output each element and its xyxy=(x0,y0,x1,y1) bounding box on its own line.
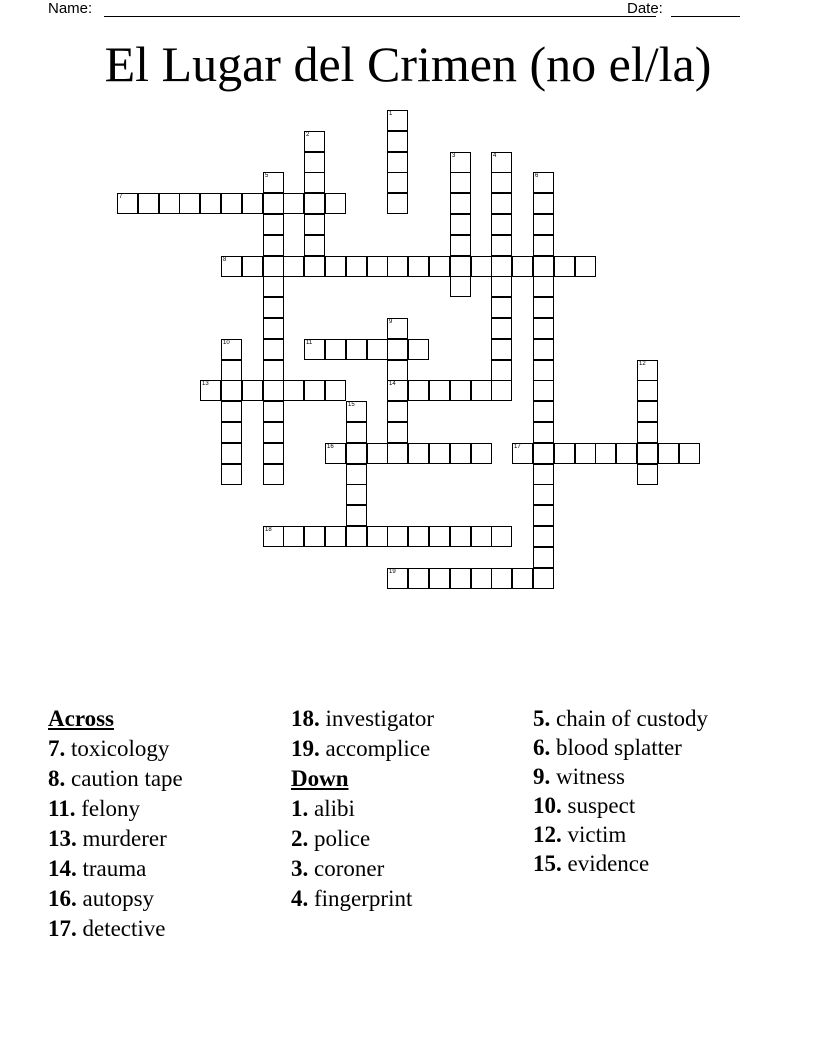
down-heading: Down xyxy=(291,766,349,791)
clue-text: coroner xyxy=(314,856,385,881)
crossword-cell[interactable] xyxy=(263,401,284,422)
crossword-cell[interactable] xyxy=(200,193,221,214)
crossword-cell[interactable] xyxy=(304,235,325,256)
crossword-cell[interactable] xyxy=(387,443,408,464)
crossword-cell[interactable] xyxy=(242,256,263,277)
crossword-cell[interactable] xyxy=(658,443,679,464)
clue-number-label: 16 xyxy=(327,444,334,450)
clue-text: alibi xyxy=(314,796,355,821)
clue-number: 11. xyxy=(48,796,76,821)
crossword-cell[interactable] xyxy=(408,256,429,277)
crossword-cell[interactable] xyxy=(408,443,429,464)
clue-number: 10. xyxy=(533,793,562,818)
clue-number-label: 15 xyxy=(348,402,355,408)
clue-number: 14. xyxy=(48,856,77,881)
clue-text: police xyxy=(314,826,371,851)
crossword-cell[interactable] xyxy=(491,193,512,214)
crossword-cell[interactable] xyxy=(283,526,304,547)
clue-number: 12. xyxy=(533,822,562,847)
crossword-cell[interactable] xyxy=(533,547,554,568)
crossword-cell[interactable] xyxy=(491,380,512,401)
crossword-cell[interactable] xyxy=(263,235,284,256)
clue-text: evidence xyxy=(567,851,650,876)
clue-number-label: 6 xyxy=(535,173,539,179)
crossword-cell[interactable] xyxy=(221,464,242,485)
clue-number: 8. xyxy=(48,766,66,791)
crossword-cell[interactable] xyxy=(491,172,512,193)
crossword-cell[interactable] xyxy=(221,401,242,422)
clue-number: 17. xyxy=(48,916,77,941)
crossword-cell[interactable] xyxy=(221,422,242,443)
crossword-cell[interactable] xyxy=(117,193,138,214)
crossword-cell[interactable] xyxy=(450,152,471,173)
crossword-cell[interactable] xyxy=(491,360,512,381)
crossword-cell[interactable] xyxy=(471,380,492,401)
clue-text: accomplice xyxy=(325,736,431,761)
crossword-cell[interactable] xyxy=(346,526,367,547)
crossword-cell[interactable] xyxy=(471,443,492,464)
clue-number: 2. xyxy=(291,826,309,851)
crossword-cell[interactable] xyxy=(533,484,554,505)
crossword-cell[interactable] xyxy=(408,568,429,589)
crossword-cell[interactable] xyxy=(346,339,367,360)
crossword-cell[interactable] xyxy=(429,443,450,464)
crossword-cell[interactable] xyxy=(450,443,471,464)
crossword-cell[interactable] xyxy=(512,568,533,589)
crossword-cell[interactable] xyxy=(637,380,658,401)
crossword-cell[interactable] xyxy=(533,360,554,381)
crossword-cell[interactable] xyxy=(346,256,367,277)
crossword-cell[interactable] xyxy=(429,380,450,401)
clue-text: caution tape xyxy=(71,766,183,791)
clue-number: 15. xyxy=(533,851,562,876)
crossword-cell[interactable] xyxy=(387,526,408,547)
crossword-cell[interactable] xyxy=(450,256,471,277)
crossword-cell[interactable] xyxy=(346,484,367,505)
clue-number-label: 13 xyxy=(202,381,209,387)
crossword-cell[interactable] xyxy=(263,214,284,235)
clue-text: autopsy xyxy=(82,886,155,911)
crossword-cell[interactable] xyxy=(304,214,325,235)
clue-number-label: 3 xyxy=(452,153,456,159)
crossword-cell[interactable] xyxy=(450,568,471,589)
clue-number-label: 2 xyxy=(306,132,310,138)
clue-down-5 xyxy=(533,704,763,733)
crossword-cell[interactable] xyxy=(387,318,408,339)
crossword-cell[interactable] xyxy=(450,193,471,214)
crossword-cell[interactable] xyxy=(221,443,242,464)
clue-text: toxicology xyxy=(71,736,170,761)
clues-column-1 xyxy=(48,704,278,944)
clue-number: 1. xyxy=(291,796,309,821)
crossword-cell[interactable] xyxy=(450,235,471,256)
crossword-cell[interactable] xyxy=(304,380,325,401)
clue-number: 16. xyxy=(48,886,77,911)
crossword-cell[interactable] xyxy=(637,422,658,443)
crossword-cell[interactable] xyxy=(242,380,263,401)
crossword-cell[interactable] xyxy=(408,526,429,547)
clue-down-15 xyxy=(533,849,763,878)
name-label: Name: xyxy=(48,0,93,17)
crossword-cell[interactable] xyxy=(367,526,388,547)
clue-text: felony xyxy=(81,796,140,821)
crossword-cell[interactable] xyxy=(263,339,284,360)
crossword-cell[interactable] xyxy=(533,256,554,277)
crossword-cell[interactable] xyxy=(450,214,471,235)
crossword-cell[interactable] xyxy=(263,297,284,318)
clue-number: 3. xyxy=(291,856,309,881)
crossword-cell[interactable] xyxy=(159,193,180,214)
clue-down-9 xyxy=(533,762,763,791)
crossword-cell[interactable] xyxy=(450,172,471,193)
crossword-cell[interactable] xyxy=(346,505,367,526)
crossword-cell[interactable] xyxy=(450,526,471,547)
across-heading: Across xyxy=(48,706,115,731)
crossword-cell[interactable] xyxy=(533,172,554,193)
crossword-cell[interactable] xyxy=(263,443,284,464)
crossword-cell[interactable] xyxy=(263,318,284,339)
crossword-cell[interactable] xyxy=(429,526,450,547)
clue-text: suspect xyxy=(567,793,636,818)
crossword-cell[interactable] xyxy=(491,214,512,235)
crossword-cell[interactable] xyxy=(325,526,346,547)
crossword-cell[interactable] xyxy=(533,422,554,443)
crossword-cell[interactable] xyxy=(471,526,492,547)
crossword-cell[interactable] xyxy=(637,443,658,464)
crossword-cell[interactable] xyxy=(263,464,284,485)
page-title: El Lugar del Crimen (no el/la) xyxy=(104,36,712,92)
clue-across-7 xyxy=(48,734,278,764)
clue-number: 4. xyxy=(291,886,309,911)
crossword-cell[interactable] xyxy=(221,256,242,277)
clue-down-6 xyxy=(533,733,763,762)
crossword-cell[interactable] xyxy=(533,339,554,360)
crossword-cell[interactable] xyxy=(387,172,408,193)
crossword-cell[interactable] xyxy=(221,339,242,360)
crossword-cell[interactable] xyxy=(304,131,325,152)
crossword-cell[interactable] xyxy=(221,193,242,214)
clue-across-16 xyxy=(48,884,278,914)
crossword-cell[interactable] xyxy=(679,443,700,464)
clue-number: 6. xyxy=(533,735,551,760)
clue-down-1 xyxy=(291,794,521,824)
clue-number-label: 4 xyxy=(493,153,497,159)
crossword-cell[interactable] xyxy=(491,235,512,256)
crossword-cell[interactable] xyxy=(575,256,596,277)
crossword-cell[interactable] xyxy=(429,256,450,277)
crossword-cell[interactable] xyxy=(179,193,200,214)
crossword-cell[interactable] xyxy=(325,256,346,277)
crossword-cell[interactable] xyxy=(533,318,554,339)
crossword-cell[interactable] xyxy=(471,568,492,589)
crossword-cell[interactable] xyxy=(491,526,512,547)
clue-number-label: 9 xyxy=(389,319,393,325)
clue-text: detective xyxy=(82,916,166,941)
crossword-cell[interactable] xyxy=(450,380,471,401)
crossword-cell[interactable] xyxy=(283,256,304,277)
clue-number-label: 7 xyxy=(119,194,123,200)
clue-text: victim xyxy=(567,822,627,847)
crossword-cell[interactable] xyxy=(387,422,408,443)
crossword-cell[interactable] xyxy=(512,256,533,277)
clue-across-17 xyxy=(48,914,278,944)
clue-number-label: 10 xyxy=(223,340,230,346)
crossword-cell[interactable] xyxy=(263,360,284,381)
clue-number: 19. xyxy=(291,736,320,761)
crossword-cell[interactable] xyxy=(221,380,242,401)
clue-number-label: 14 xyxy=(389,381,396,387)
crossword-cell[interactable] xyxy=(512,443,533,464)
crossword-cell[interactable] xyxy=(325,380,346,401)
crossword-cell[interactable] xyxy=(491,318,512,339)
crossword-cell[interactable] xyxy=(367,443,388,464)
clue-number-label: 17 xyxy=(514,444,521,450)
clue-number-label: 8 xyxy=(223,257,227,263)
clue-number: 9. xyxy=(533,764,551,789)
clue-down-12 xyxy=(533,820,763,849)
crossword-cell[interactable] xyxy=(304,172,325,193)
clue-across-8 xyxy=(48,764,278,794)
crossword-cell[interactable] xyxy=(554,256,575,277)
crossword-cell[interactable] xyxy=(533,297,554,318)
clue-down-2 xyxy=(291,824,521,854)
clue-across-18 xyxy=(291,704,521,734)
crossword-cell[interactable] xyxy=(387,380,408,401)
clue-number-label: 18 xyxy=(265,527,272,533)
crossword-cell[interactable] xyxy=(491,256,512,277)
crossword-cell[interactable] xyxy=(595,443,616,464)
crossword-cell[interactable] xyxy=(138,193,159,214)
crossword-cell[interactable] xyxy=(263,172,284,193)
crossword-cell[interactable] xyxy=(304,193,325,214)
clue-number-label: 1 xyxy=(389,111,393,117)
crossword-cell[interactable] xyxy=(387,401,408,422)
clue-down-4 xyxy=(291,884,521,914)
crossword-cell[interactable] xyxy=(637,464,658,485)
crossword-cell[interactable] xyxy=(263,256,284,277)
crossword-cell[interactable] xyxy=(637,401,658,422)
crossword-cell[interactable] xyxy=(221,360,242,381)
crossword-cell[interactable] xyxy=(346,464,367,485)
crossword-cell[interactable] xyxy=(325,443,346,464)
clue-down-3 xyxy=(291,854,521,884)
crossword-cell[interactable] xyxy=(533,568,554,589)
clue-across-14 xyxy=(48,854,278,884)
clue-number: 7. xyxy=(48,736,66,761)
crossword-cell[interactable] xyxy=(346,401,367,422)
crossword-cell[interactable] xyxy=(533,401,554,422)
crossword-cell[interactable] xyxy=(491,339,512,360)
clues-column-2 xyxy=(291,704,521,914)
clue-number: 5. xyxy=(533,706,551,731)
crossword-cell[interactable] xyxy=(387,131,408,152)
clue-text: trauma xyxy=(82,856,147,881)
crossword-cell[interactable] xyxy=(304,256,325,277)
clue-text: murderer xyxy=(82,826,167,851)
crossword-cell[interactable] xyxy=(242,193,263,214)
crossword-cell[interactable] xyxy=(450,276,471,297)
clue-number: 18. xyxy=(291,706,320,731)
crossword-cell[interactable] xyxy=(387,193,408,214)
crossword-cell[interactable] xyxy=(491,568,512,589)
crossword-cell[interactable] xyxy=(491,297,512,318)
crossword-cell[interactable] xyxy=(491,276,512,297)
clue-text: witness xyxy=(556,764,625,789)
clue-down-10 xyxy=(533,791,763,820)
crossword-cell[interactable] xyxy=(575,443,596,464)
crossword-cell[interactable] xyxy=(429,568,450,589)
crossword-cell[interactable] xyxy=(533,214,554,235)
crossword-cell[interactable] xyxy=(304,339,325,360)
date-label: Date: xyxy=(627,0,663,17)
crossword-cell[interactable] xyxy=(491,152,512,173)
crossword-cell[interactable] xyxy=(283,193,304,214)
crossword-cell[interactable] xyxy=(304,526,325,547)
crossword-cell[interactable] xyxy=(387,360,408,381)
crossword-cell[interactable] xyxy=(533,464,554,485)
clue-text: blood splatter xyxy=(556,735,682,760)
crossword-cell[interactable] xyxy=(533,443,554,464)
clue-number-label: 5 xyxy=(265,173,269,179)
crossword-cell[interactable] xyxy=(554,443,575,464)
crossword-cell[interactable] xyxy=(387,152,408,173)
crossword-cell[interactable] xyxy=(263,380,284,401)
crossword-cell[interactable] xyxy=(263,526,284,547)
crossword-cell[interactable] xyxy=(346,443,367,464)
crossword-cell[interactable] xyxy=(616,443,637,464)
clues-column-3 xyxy=(533,704,763,878)
crossword-cell[interactable] xyxy=(408,339,429,360)
clue-number-label: 19 xyxy=(389,569,396,575)
crossword-cell[interactable] xyxy=(533,505,554,526)
crossword-cell[interactable] xyxy=(263,276,284,297)
crossword-cell[interactable] xyxy=(263,193,284,214)
clue-text: investigator xyxy=(325,706,435,731)
clue-text: fingerprint xyxy=(314,886,413,911)
clue-number: 13. xyxy=(48,826,77,851)
crossword-cell[interactable] xyxy=(533,380,554,401)
crossword-cell[interactable] xyxy=(346,422,367,443)
crossword-cell[interactable] xyxy=(533,193,554,214)
crossword-cell[interactable] xyxy=(325,193,346,214)
clue-across-19 xyxy=(291,734,521,764)
crossword-cell[interactable] xyxy=(200,380,221,401)
crossword-cell[interactable] xyxy=(387,568,408,589)
crossword-cell[interactable] xyxy=(533,526,554,547)
crossword-cell[interactable] xyxy=(387,110,408,131)
clue-number-label: 11 xyxy=(306,340,313,346)
clue-text: chain of custody xyxy=(556,706,709,731)
clue-across-11 xyxy=(48,794,278,824)
crossword-cell[interactable] xyxy=(263,422,284,443)
crossword-cell[interactable] xyxy=(304,152,325,173)
clue-number-label: 12 xyxy=(639,361,646,367)
crossword-cell[interactable] xyxy=(387,256,408,277)
crossword-cell[interactable] xyxy=(325,339,346,360)
crossword-cell[interactable] xyxy=(408,380,429,401)
crossword-cell[interactable] xyxy=(367,256,388,277)
clue-across-13 xyxy=(48,824,278,854)
crossword-cell[interactable] xyxy=(471,256,492,277)
crossword-cell[interactable] xyxy=(367,339,388,360)
crossword-cell[interactable] xyxy=(533,276,554,297)
crossword-cell[interactable] xyxy=(387,339,408,360)
crossword-cell[interactable] xyxy=(533,235,554,256)
crossword-cell[interactable] xyxy=(637,360,658,381)
crossword-cell[interactable] xyxy=(283,380,304,401)
